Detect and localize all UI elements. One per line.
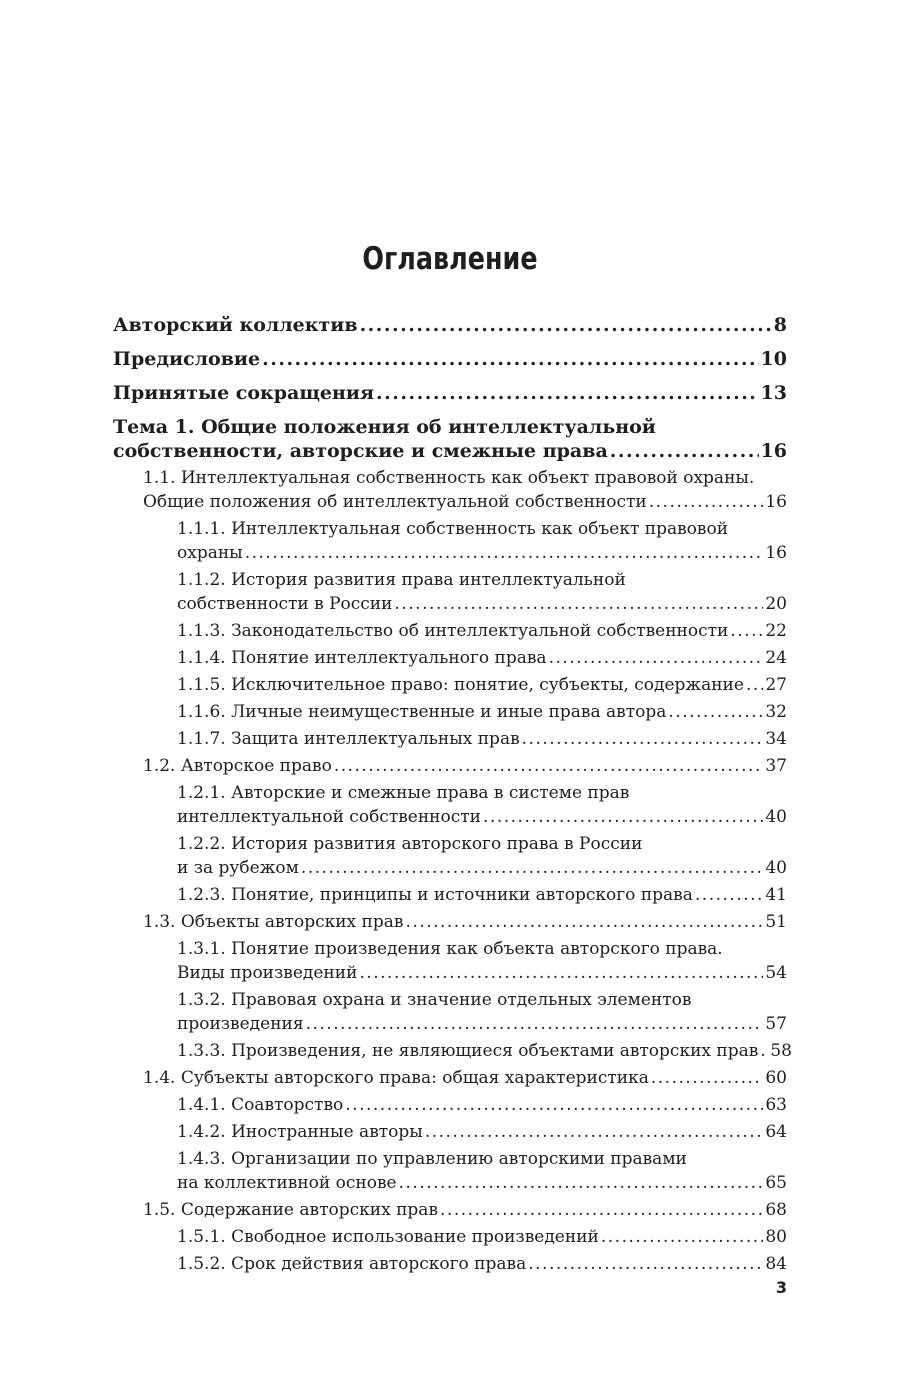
- toc-entry[interactable]: [177, 832, 787, 880]
- dot-leader: [760, 1039, 768, 1063]
- dot-leader: [425, 1120, 764, 1144]
- toc-entry-title-line: Принятые сокращения: [113, 382, 375, 404]
- toc-entry-page: 22: [765, 621, 787, 641]
- toc-entry-page: 34: [765, 729, 787, 749]
- toc-entry-page: 65: [765, 1173, 787, 1193]
- toc-entry[interactable]: [177, 883, 787, 907]
- toc-entry-title-line: Виды произведений: [177, 963, 358, 983]
- toc-entry-title-line: 1.1. Интеллектуальная собственность как объект правовой охраны.: [143, 468, 755, 488]
- toc-entry-page: 24: [765, 648, 787, 668]
- toc-entry-page: 16: [760, 440, 787, 462]
- dot-leader: [262, 347, 758, 371]
- toc-entry[interactable]: [177, 1252, 787, 1276]
- toc-entry-title-line: 1.2.3. Понятие, принципы и источники авторского права: [177, 885, 693, 905]
- toc-entry-title-line: охраны: [177, 543, 243, 563]
- toc-entry-page: 10: [760, 348, 787, 370]
- toc-entry[interactable]: [177, 646, 787, 670]
- toc-entry-title-line: 1.4.3. Организации по управлению авторскими правами: [177, 1149, 687, 1169]
- toc-entry-page: 57: [765, 1014, 787, 1034]
- toc-entry-title-line: 1.2.1. Авторские и смежные права в системе прав: [177, 783, 630, 803]
- table-of-contents: [113, 313, 792, 1276]
- toc-entry-title-line: Авторский коллектив: [113, 314, 358, 336]
- toc-entry-title-line: 1.1.2. История развития права интеллектуальной: [177, 570, 626, 590]
- toc-entry[interactable]: [177, 937, 787, 985]
- toc-entry-page: 37: [765, 756, 787, 776]
- toc-entry-page: 60: [765, 1068, 787, 1088]
- toc-entry-page: 40: [765, 858, 787, 878]
- toc-entry-title-line: и за рубежом: [177, 858, 299, 878]
- toc-entry[interactable]: [113, 415, 787, 463]
- dot-leader: [601, 1225, 764, 1249]
- toc-entry-title-line: интеллектуальной собственности: [177, 807, 482, 827]
- dot-leader: [360, 313, 772, 337]
- toc-entry[interactable]: [113, 313, 787, 337]
- dot-leader: [651, 1066, 763, 1090]
- toc-entry-title-line: произведения: [177, 1014, 304, 1034]
- toc-entry-page: 84: [765, 1254, 787, 1274]
- toc-entry[interactable]: [177, 517, 787, 565]
- dot-leader: [668, 700, 763, 724]
- toc-entry-page: 8: [773, 314, 787, 336]
- toc-entry[interactable]: [177, 568, 787, 616]
- dot-leader: [440, 1198, 763, 1222]
- toc-entry-title-line: 1.1.7. Защита интеллектуальных прав: [177, 729, 520, 749]
- dot-leader: [306, 1012, 764, 1036]
- toc-entry-title-line: 1.1.1. Интеллектуальная собственность как объект правовой: [177, 519, 729, 539]
- toc-entry[interactable]: [177, 1120, 787, 1144]
- toc-entry-title-line: собственности в России: [177, 594, 393, 614]
- toc-entry-title-line: Предисловие: [113, 348, 261, 370]
- toc-entry-title-line: 1.1.3. Законодательство об интеллектуальной собственности: [177, 621, 729, 641]
- toc-entry[interactable]: [177, 988, 787, 1036]
- toc-entry[interactable]: [113, 381, 787, 405]
- toc-entry-title-line: 1.5.2. Срок действия авторского права: [177, 1254, 527, 1274]
- toc-entry-page: 40: [765, 807, 787, 827]
- toc-entry-page: 32: [765, 702, 787, 722]
- toc-entry[interactable]: [177, 619, 787, 643]
- toc-entry-title-line: Тема 1. Общие положения об интеллектуальной: [113, 416, 656, 438]
- toc-entry-title-line: 1.1.5. Исключительное право: понятие, субъекты, содержание: [177, 675, 744, 695]
- dot-leader: [522, 727, 764, 751]
- dot-leader: [394, 592, 763, 616]
- dot-leader: [405, 910, 763, 934]
- toc-entry-title-line: собственности, авторские и смежные права: [113, 440, 608, 462]
- toc-entry-page: 51: [765, 912, 787, 932]
- toc-entry[interactable]: [177, 673, 787, 697]
- toc-entry-title-line: 1.2. Авторское право: [143, 756, 332, 776]
- toc-entry-title-line: 1.5.1. Свободное использование произведений: [177, 1227, 599, 1247]
- toc-entry[interactable]: [177, 700, 787, 724]
- toc-entry[interactable]: [143, 1066, 787, 1090]
- dot-leader: [746, 673, 763, 697]
- toc-entry[interactable]: [177, 781, 787, 829]
- toc-entry[interactable]: [143, 754, 787, 778]
- dot-leader: [528, 1252, 763, 1276]
- page-number: 3: [775, 1278, 787, 1297]
- dot-leader: [549, 646, 764, 670]
- toc-entry[interactable]: [143, 466, 787, 514]
- toc-entry-page: 16: [765, 492, 787, 512]
- toc-entry[interactable]: [177, 1093, 787, 1117]
- toc-entry-title-line: 1.3.2. Правовая охрана и значение отдельных элементов: [177, 990, 692, 1010]
- toc-entry-page: 16: [765, 543, 787, 563]
- toc-entry-page: 64: [765, 1122, 787, 1142]
- toc-entry-title-line: 1.2.2. История развития авторского права в России: [177, 834, 643, 854]
- toc-entry-title-line: 1.1.4. Понятие интеллектуального права: [177, 648, 547, 668]
- dot-leader: [345, 1093, 763, 1117]
- dot-leader: [610, 439, 759, 463]
- dot-leader: [359, 961, 763, 985]
- toc-entry-page: 41: [765, 885, 787, 905]
- toc-entry-title-line: Общие положения об интеллектуальной собственности: [143, 492, 647, 512]
- dot-leader: [245, 541, 764, 565]
- toc-entry-page: 13: [760, 382, 787, 404]
- toc-entry-title-line: на коллективной основе: [177, 1173, 397, 1193]
- toc-entry-page: 20: [765, 594, 787, 614]
- toc-entry[interactable]: [177, 1039, 792, 1063]
- dot-leader: [730, 619, 763, 643]
- toc-entry-page: 68: [765, 1200, 787, 1220]
- toc-entry[interactable]: [177, 1147, 787, 1195]
- toc-entry-title-line: 1.3.3. Произведения, не являющиеся объектами авторских прав: [177, 1041, 759, 1061]
- dot-leader: [649, 490, 764, 514]
- toc-entry-title-line: 1.5. Содержание авторских прав: [143, 1200, 439, 1220]
- toc-entry[interactable]: [177, 727, 787, 751]
- toc-entry-title-line: 1.4.1. Соавторство: [177, 1095, 344, 1115]
- toc-entry-page: 58: [770, 1041, 792, 1061]
- dot-leader: [695, 883, 763, 907]
- toc-entry[interactable]: [177, 1225, 787, 1249]
- dot-leader: [301, 856, 764, 880]
- toc-entry[interactable]: [143, 910, 787, 934]
- dot-leader: [376, 381, 759, 405]
- toc-entry-title-line: 1.4. Субъекты авторского права: общая характеристика: [143, 1068, 649, 1088]
- toc-entry-title-line: 1.4.2. Иностранные авторы: [177, 1122, 423, 1142]
- toc-entry-page: 54: [765, 963, 787, 983]
- dot-leader: [334, 754, 764, 778]
- toc-entry-title-line: 1.3.1. Понятие произведения как объекта авторского права.: [177, 939, 723, 959]
- toc-entry-title-line: 1.3. Объекты авторских прав: [143, 912, 404, 932]
- toc-entry-page: 80: [765, 1227, 787, 1247]
- toc-entry-title-line: 1.1.6. Личные неимущественные и иные права автора: [177, 702, 667, 722]
- toc-entry[interactable]: [143, 1198, 787, 1222]
- toc-entry[interactable]: [113, 347, 787, 371]
- toc-entry-page: 63: [765, 1095, 787, 1115]
- dot-leader: [483, 805, 763, 829]
- dot-leader: [399, 1171, 764, 1195]
- toc-entry-page: 27: [765, 675, 787, 695]
- page-title: Оглавление: [362, 240, 538, 277]
